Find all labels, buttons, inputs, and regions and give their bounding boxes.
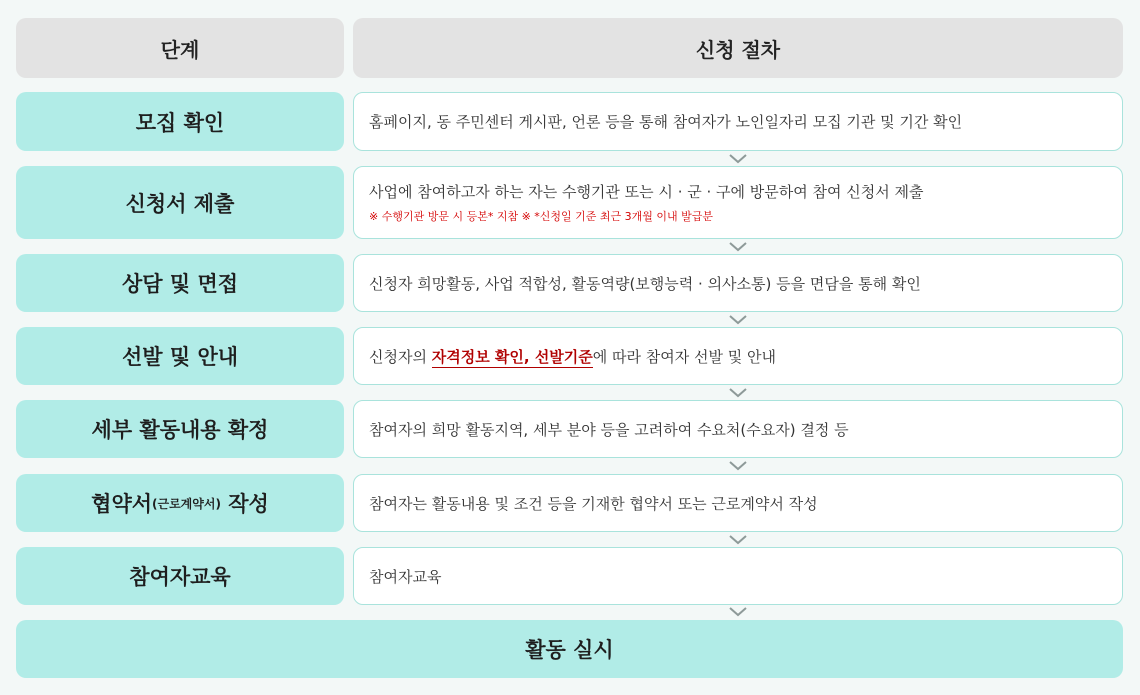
chevron-down-icon: [727, 387, 749, 399]
step-description: [353, 400, 1123, 458]
table-header: [16, 18, 1123, 78]
chevron-down-icon: [727, 606, 749, 618]
step-label: [16, 474, 344, 532]
step-activity-confirm: [16, 400, 1123, 458]
step-label: 모집 확인: [16, 92, 344, 151]
final-step-activity-start: 활동 실시: [16, 620, 1123, 678]
step-description: [353, 327, 1123, 385]
step-description: [353, 547, 1123, 605]
header-procedure: 신청 절차: [353, 18, 1123, 78]
step-label: 선발 및 안내: [16, 327, 344, 385]
step-description: [353, 254, 1123, 312]
chevron-down-icon: [727, 241, 749, 253]
step-agreement-write: [16, 474, 1123, 532]
step-label: 상담 및 면접: [16, 254, 344, 312]
label-small: (근로계약서): [152, 496, 221, 511]
chevron-down-icon: [727, 314, 749, 326]
step-text: 참여자의 희망 활동지역, 세부 분야 등을 고려하여 수요처(수요자) 결정 등: [369, 420, 849, 439]
step-text: 홈페이지, 동 주민센터 게시판, 언론 등을 통해 참여자가 노인일자리 모집 기관 및 기간 확인: [369, 113, 963, 131]
step-recruit-check: [16, 92, 1123, 151]
step-description: [353, 166, 1123, 239]
step-label: 세부 활동내용 확정: [16, 400, 344, 458]
text-after: 에 따라 참여자 선발 및 안내: [592, 347, 777, 366]
step-text: 신청자 희망활동, 사업 적합성, 활동역량(보행능력 · 의사소통) 등을 면담을 통해 확인: [369, 274, 921, 293]
text-before: 신청자의: [369, 347, 432, 366]
step-label: 참여자교육: [16, 547, 344, 605]
step-note: ※ 수행기관 방문 시 등본* 지참 ※ *신청일 기준 최근 3개월 이내 발급분: [369, 210, 714, 223]
highlight-link[interactable]: 자격정보 확인, 선발기준: [431, 347, 593, 366]
label-after: 작성: [220, 492, 269, 516]
step-selection-notice: [16, 327, 1123, 385]
step-description: [353, 474, 1123, 532]
step-description: [353, 92, 1123, 151]
step-text: 참여자는 활동내용 및 조건 등을 기재한 협약서 또는 근로계약서 작성: [369, 494, 818, 513]
chevron-down-icon: [727, 460, 749, 472]
step-consult-interview: [16, 254, 1123, 312]
step-text: 사업에 참여하고자 하는 자는 수행기관 또는 시 · 군 · 구에 방문하여 참여 신청서 제출: [369, 183, 924, 201]
chevron-down-icon: [727, 534, 749, 546]
chevron-down-icon: [727, 153, 749, 165]
header-stage: 단계: [16, 18, 344, 78]
step-text: 참여자교육: [369, 567, 442, 586]
step-participant-education: [16, 547, 1123, 605]
label-main: 협약서: [91, 492, 153, 516]
step-label: 신청서 제출: [16, 166, 344, 239]
step-text: [369, 346, 1122, 367]
step-application-submit: [16, 166, 1123, 239]
